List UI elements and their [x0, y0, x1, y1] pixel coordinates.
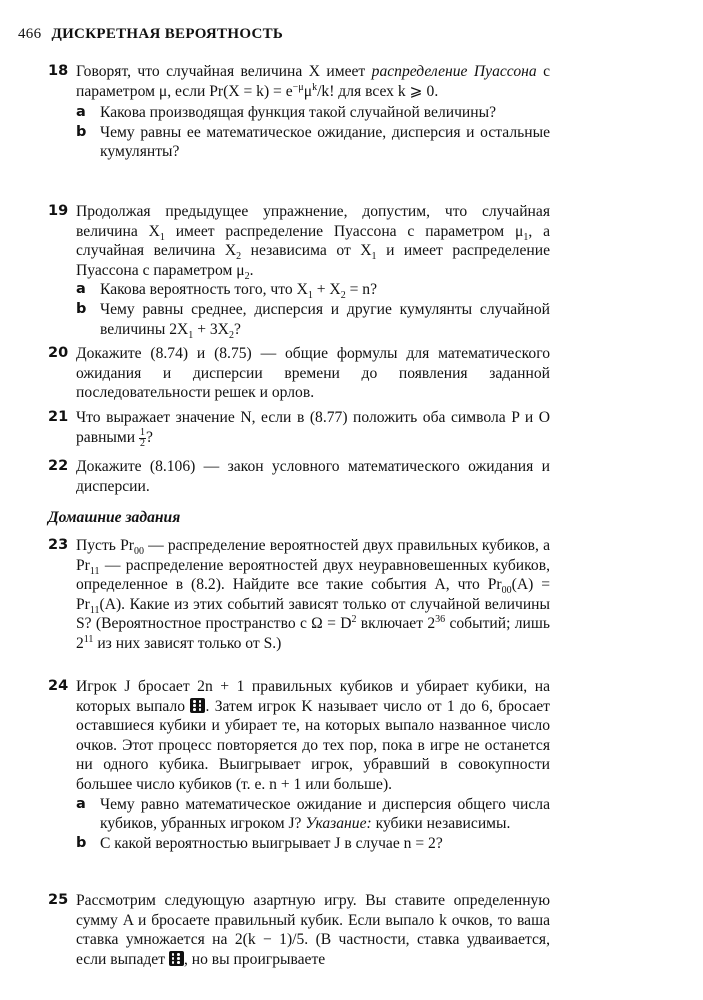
problem-number: 18 [48, 63, 69, 79]
problem-statement: Продолжая предыдущее упражнение, допустим, что случайная величина $X_1$ имеет распределение Пуассона с параметром $\mu_1$, а случайная величина $X_2$ независима от $X_1$ и имеет распределение Пуассона с параметром $\mu_2$. [76, 203, 550, 282]
problem-number: 24 [48, 678, 69, 694]
problem-20 [48, 344, 550, 403]
chapter-title: ДИСКРЕТНАЯ ВЕРОЯТНОСТЬ [51, 26, 284, 42]
subproblem-a: a Какова вероятность того, что $X_1 + X_2 = n$? [76, 281, 378, 302]
subproblem-b: b Чему равны ее математическое ожидание, дисперсия и остальные кумулянты? [76, 123, 550, 161]
problem-number: 19 [48, 203, 69, 219]
problem-25 [48, 891, 550, 969]
subproblem-b: b Чему равны среднее, дисперсия и другие кумулянты случайной величины $2X_1 + 3X_2$? [76, 300, 550, 341]
problem-24 [48, 677, 550, 853]
subproblem-a: a Какова производящая функция такой случайной величины? [76, 104, 497, 122]
problem-statement: Докажите (8.106) — закон условного математического ожидания и дисперсии. [76, 458, 550, 495]
fraction-one-half: $\frac{1}{2}$ [140, 426, 146, 449]
running-header [18, 26, 283, 43]
problem-19 [48, 202, 550, 339]
problem-statement: Что выражает значение N, если в (8.77) положить оба символа P и O равными $\frac{1}{2}$ ? [76, 409, 550, 449]
problem-statement: Игрок J бросает 2n + 1 правильных кубиков и убирает кубики, на которых выпало . Затем игрок K называет число от 1 до 6, бросает оставшиеся кубики и убирает те, на которых выпало названное число очков. Этот процесс повторяется до тех пор, пока в игре не останется ни одного кубика. Выигрывает игрок, убравший в совокупности большее число кубиков (т. е. n + 1 или больше). [76, 678, 550, 793]
problem-21 [48, 408, 550, 449]
problem-statement: Пусть $Pr_{00}$ — распределение вероятностей двух правильных кубиков, а $Pr_{11}$ — распределение вероятностей двух неуравновешенных кубиков, определенное в (8.2). Найдите все такие события A, что $Pr_{00}(A) = Pr_{11}(A)$. Какие из этих событий зависят только от случайной величины S? (Вероятностное пространство с $\Omega = D^2$ включает $2^{36}$ событий; лишь $2^{11}$ из них зависят только от S.) [76, 537, 551, 652]
problem-number: 21 [48, 409, 69, 425]
subproblem-a: a Чему равно математическое ожидание и дисперсия общего числа кубиков, убранных игроком J? Указание: кубики независимы. [76, 795, 550, 833]
problem-number: 23 [48, 537, 69, 553]
problem-22 [48, 457, 550, 496]
section-title: Домашние задания [48, 509, 181, 526]
die-six-icon [190, 698, 205, 713]
problem-18 [48, 62, 550, 162]
problem-23 [48, 536, 550, 654]
problem-number: 22 [48, 458, 69, 474]
page-number: 466 [18, 26, 42, 42]
problem-statement: Докажите (8.74) и (8.75) — общие формулы для математического ожидания и дисперсии времени до появления заданной последовательности решек и орлов. [76, 345, 550, 402]
die-six-icon [169, 951, 184, 966]
problem-number: 20 [48, 345, 69, 361]
subproblem-b: b С какой вероятностью выигрывает J в случае n = 2? [76, 834, 443, 852]
problem-number: 25 [48, 892, 69, 908]
problem-statement: Говорят, что случайная величина X имеет распределение Пуассона с параметром μ, если $Pr(X = k) = e^{-\mu}\mu^k/k$! для всех k ⩾ 0. [76, 63, 550, 100]
problem-statement: Рассмотрим следующую азартную игру. Вы ставите определенную сумму A и бросаете правильный кубик. Если выпало k очков, то ваша ставка умножается на 2(k − 1)/5. (В частности, ставка удваивается, если выпадет , но вы проигрываете [76, 892, 550, 968]
